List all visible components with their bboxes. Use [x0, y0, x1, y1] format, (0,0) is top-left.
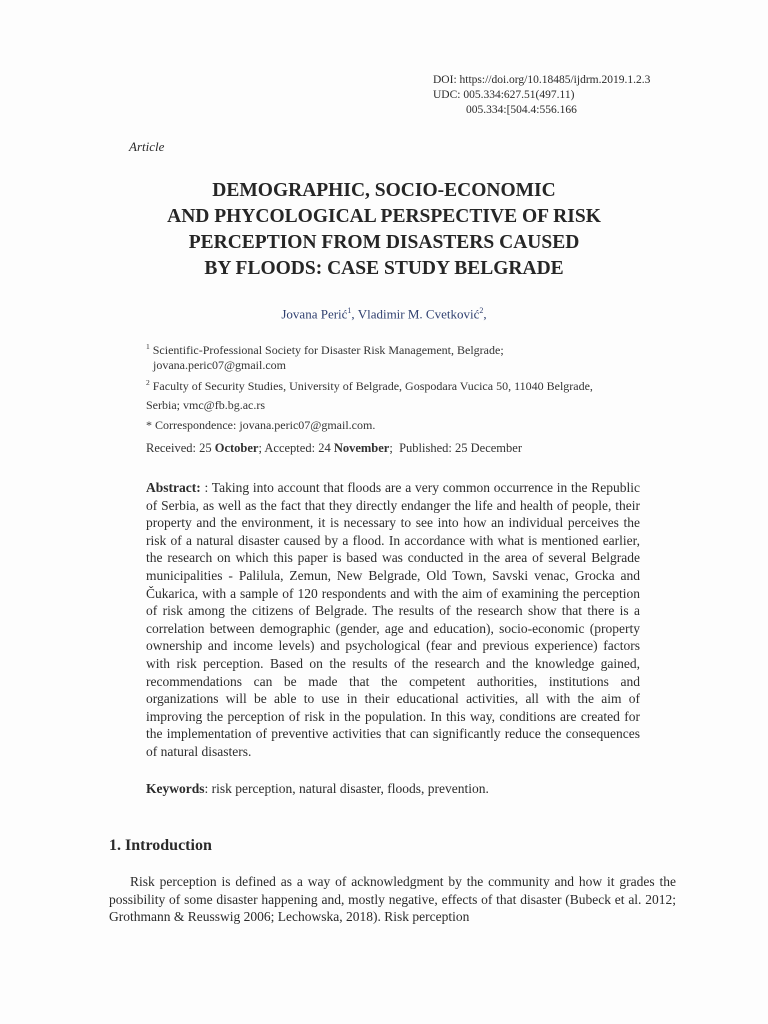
- author-sup: 1: [347, 306, 352, 315]
- accepted-day: 24: [318, 441, 331, 455]
- author-name: Jovana Perić: [281, 306, 348, 322]
- affiliation-2-cont: Serbia; vmc@fb.bg.ac.rs: [146, 398, 266, 412]
- doi-label: DOI:: [433, 74, 457, 86]
- published-date: 25 December: [455, 441, 522, 455]
- udc-value-1: 005.334:627.51(497.11): [463, 89, 575, 101]
- affiliation-text: Faculty of Security Studies, University of Belgrade, Gospodara Vucica 50, 11040 Belgrade,: [152, 379, 593, 393]
- abstract-text: : Taking into account that floods are a very common occurrence in the Republic of Serbia, as well as the fact that they directly endanger the life and health of people, their property and the environment, it is necessary to see into how an individual perceives the risk of a natural disaster caused by a flood. In accordance with what is mentioned earlier, the research on which this paper is based was conducted in the area of several Belgrade municipalities - Palilula, Zemun, New Belgrade, Old Town, Savski venac, Grocka and Čukarica, with a sample of 120 respondents and with the aim of examining the perception of risk among the citizens of Belgrade. The results of the research show that there is a correlation between demographic (gender, age and education), socio-economic (property ownership and income levels) and psychological (fear and previous experience) factors with risk perception. Based on the results of the research and the knowledge gained, recommendations can be made that the competent authorities, institutions and organizations will be able to use in their educational activities, all with the aim of improving the perception of risk in the population. In this way, conditions are created for the implementation of preventive activities that can significantly reduce the consequences of natural disasters.: [146, 480, 640, 759]
- title-line: DEMOGRAPHIC, SOCIO-ECONOMIC: [212, 180, 556, 201]
- doi-link[interactable]: https://doi.org/10.18485/ijdrm.2019.1.2.3: [459, 74, 651, 86]
- introduction-paragraph: Risk perception is defined as a way of acknowledgment by the community and how it grades the possibility of some disaster happening and, mostly negative, effects of that disaster (Bubeck et al. 2012; Grothmann & Reusswig 2006; Lechowska, 2018). Risk perception: [109, 874, 676, 925]
- section-heading: 1. Introduction: [109, 837, 212, 854]
- received-label: Received:: [146, 441, 196, 455]
- doi-line: [433, 73, 650, 88]
- affiliation-sup: 1: [146, 342, 150, 351]
- affiliation-sup: 2: [146, 378, 150, 387]
- doi-block: [433, 73, 650, 118]
- author-list: Jovana Perić$^1$, Vladimir M. Cvetković$^2$,: [281, 306, 487, 322]
- keywords-text: : risk perception, natural disaster, floods, prevention.: [204, 781, 489, 796]
- affiliation-text: Scientific-Professional Society for Disaster Risk Management, Belgrade;: [152, 343, 504, 357]
- article-type: Article: [129, 139, 165, 154]
- abstract: [146, 479, 640, 761]
- received-day: 25: [199, 441, 212, 455]
- title-line: PERCEPTION FROM DISASTERS CAUSED: [188, 232, 580, 253]
- affiliation-1-email: jovana.peric07@gmail.com: [153, 358, 287, 372]
- udc-label: UDC:: [433, 89, 461, 101]
- affiliations: [146, 342, 593, 436]
- affiliation-1: [146, 342, 593, 358]
- paper-title: [80, 178, 688, 282]
- correspondence-mark: *: [146, 418, 152, 432]
- author-sup: 2: [479, 306, 484, 315]
- abstract-label: Abstract:: [146, 480, 201, 495]
- correspondence: [146, 418, 593, 436]
- publication-dates: Received: 25 October; Accepted: 24 November; Published: 25 December: [146, 441, 522, 455]
- keywords-label: Keywords: [146, 781, 205, 796]
- title-line: AND PHYCOLOGICAL PERSPECTIVE OF RISK: [167, 206, 601, 227]
- author-name: Vladimir M. Cvetković: [357, 306, 480, 322]
- published-label: Published:: [399, 441, 452, 455]
- udc-line-1: [433, 88, 650, 103]
- accepted-label: Accepted:: [264, 441, 316, 455]
- affiliation-2: [146, 378, 593, 398]
- title-line: BY FLOODS: CASE STUDY BELGRADE: [204, 258, 564, 279]
- received-month: October: [214, 441, 259, 455]
- correspondence-label: Correspondence:: [155, 418, 237, 432]
- udc-line-2: 005.334:[504.4:556.166: [466, 104, 577, 116]
- keywords: [146, 781, 489, 797]
- accepted-month: November: [333, 441, 390, 455]
- abstract-paragraph: [146, 479, 640, 761]
- correspondence-email[interactable]: jovana.peric07@gmail.com.: [239, 418, 376, 432]
